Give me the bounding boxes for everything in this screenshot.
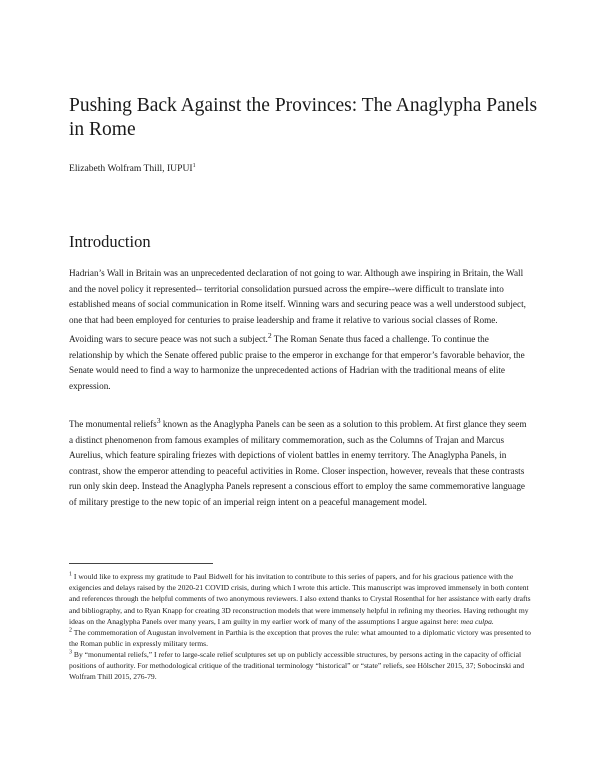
footnote-1-text: I would like to express my gratitude to Paul Bidwell for his invitation to contribute to this series of papers, and for his gracious patience with the exigencies and delays raised by the 2020-21 COVID crisis, during which I wrote this article. This manuscript was improved immensely in both content and references through the helpful comments of two anonymous reviewers. I also extend thanks to Crystal Rosenthal for her assistance with early drafts and bibliography, and to Ryan Knapp for creating 3D reconstruction models that were immensely helpful in refining my theories. Having rethought my ideas on the Anaglypha Panels over many years, I am guilty in my earlier work of many of the assumptions I argue against here:	[69, 572, 531, 626]
paragraph-2-text-a: The monumental reliefs	[69, 419, 157, 430]
paper-title: Pushing Back Against the Provinces: The Anaglypha Panels in Rome	[69, 95, 538, 140]
footnote-marker-2[interactable]: 2	[267, 331, 272, 340]
paragraph-1-text-a: Hadrian’s Wall in Britain was an unprecedented declaration of not going to war. Although awe inspiring in Britain, the Wall and the novel policy it represented-- territorial consolidation pursued across the empire--were difficult to translate into established means of social communication in Rome itself. Winning wars and securing peace was a well understood subject, one that had been employed for centuries to praise leadership and frame it relative to various social classes of Rome. Avoiding wars to secure peace was not such a subject.	[69, 268, 526, 345]
footnote-marker-3[interactable]: 3	[156, 416, 161, 425]
section-heading-introduction: Introduction	[69, 232, 151, 251]
footnote-1-number: 1	[69, 571, 72, 578]
paragraph-2-text-b: known as the Anaglypha Panels can be seen as a solution to this problem. At first glance they seem a distinct phenomenon from famous examples of military commemoration, such as the Columns of Trajan and Marcus Aurelius, which feature spiraling friezes with depictions of violent battles in enemy territory. The Anaglypha Panels, in contrast, show the emperor attending to peaceful activities in Rome. Closer inspection, however, reveals that these contrasts run only skin deep. Instead the Anaglypha Panels represent a conscious effort to employ the same commemorative language of military prestige to the new topic of an imperial reign intent on a peaceful management model.	[69, 419, 527, 507]
footnote-1-emphasis: mea culpa.	[460, 616, 494, 626]
footnote-2-number: 2	[69, 627, 72, 634]
footnote-3	[69, 649, 531, 683]
intro-paragraph-2	[69, 413, 531, 510]
footnote-2	[69, 627, 531, 649]
footnote-3-number: 3	[69, 649, 72, 656]
paragraph-1-text-b: The Roman Senate thus faced a challenge. To continue the relationship by which the Senate offered public praise to the emperor in exchange for that emperor’s favorable behavior, the Senate would need to find a way to harmonize the unprecedented actions of Hadrian with the traditional means of elite expression.	[69, 334, 525, 391]
footnote-3-text: By “monumental reliefs,” I refer to large-scale relief sculptures set up on publicly accessible structures, by persons acting in the capacity of official positions of authority. For methodological critique of the traditional terminology “historical” or “state” reliefs, see Hölscher 2015, 37; Sobocinski and Wolfram Thill 2015, 276-79.	[69, 650, 525, 682]
author-footnote-marker[interactable]: 1	[192, 162, 196, 169]
footnote-1	[69, 571, 531, 627]
author-line	[69, 163, 196, 175]
intro-paragraph-1	[69, 266, 531, 394]
author-name: Elizabeth Wolfram Thill, IUPUI	[69, 163, 193, 174]
footnote-separator	[69, 563, 213, 564]
footnote-2-text: The commemoration of Augustan involvement in Parthia is the exception that proves the rule: what amounted to a diplomatic victory was presented to the Roman public in expressly military terms.	[69, 628, 531, 649]
